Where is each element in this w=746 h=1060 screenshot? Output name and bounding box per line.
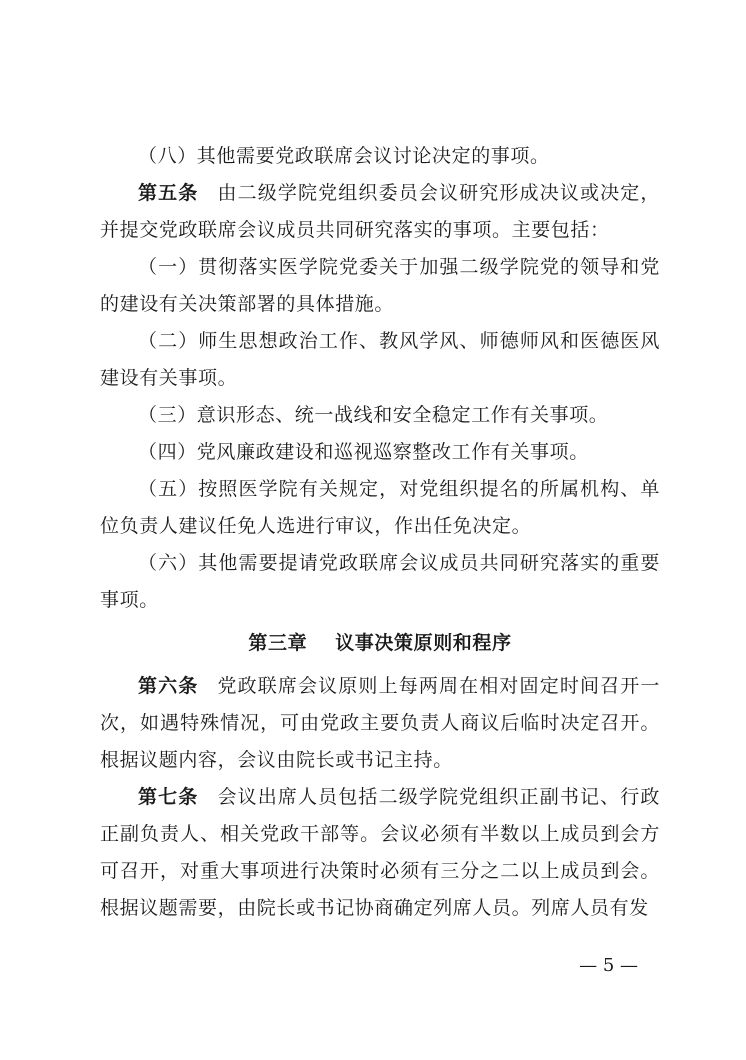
chapter-title: 议事决策原则和程序 <box>335 632 512 654</box>
paragraph-text: （八）其他需要党政联席会议讨论决定的事项。 <box>138 145 550 167</box>
chapter-number: 第三章 <box>248 632 308 654</box>
article-6 <box>100 668 660 779</box>
paragraph-text: （四）党风廉政建设和巡视巡察整改工作有关事项。 <box>138 441 589 463</box>
paragraph-text: （六）其他需要提请党政联席会议成员共同研究落实的重要事项。 <box>100 552 660 611</box>
page-number: — 5 — <box>579 955 638 976</box>
paragraph-text: （五）按照医学院有关规定，对党组织提名的所属机构、单位负责人建议任免人选进行审议，作出任免决定。 <box>100 478 660 537</box>
paragraph-item-6 <box>100 545 660 619</box>
article-7 <box>100 779 660 927</box>
article-5 <box>100 175 660 249</box>
article-heading: 第五条 <box>138 182 199 204</box>
paragraph-text: （三）意识形态、统一战线和安全稳定工作有关事项。 <box>138 404 609 426</box>
paragraph-item-1 <box>100 249 660 323</box>
paragraph-text: （一）贯彻落实医学院党委关于加强二级学院党的领导和党的建设有关决策部署的具体措施。 <box>100 256 660 315</box>
chapter-heading <box>100 625 660 662</box>
paragraph-text: 由二级学院党组织委员会议研究形成决议或决定，并提交党政联席会议成员共同研究落实的事项。主要包括： <box>100 182 660 241</box>
article-heading: 第六条 <box>138 675 199 697</box>
paragraph-item-4 <box>100 434 660 471</box>
article-heading: 第七条 <box>138 786 199 808</box>
paragraph-text: 会议出席人员包括二级学院党组织正副书记、行政正副负责人、相关党政干部等。会议必须有半数以上成员到会方可召开，对重大事项进行决策时必须有三分之二以上成员到会。根据议题需要，由院长或书记协商确定列席人员。列席人员有发 <box>100 786 660 919</box>
paragraph-item-8 <box>100 138 660 175</box>
paragraph-text: 党政联席会议原则上每两周在相对固定时间召开一次，如遇特殊情况，可由党政主要负责人商议后临时决定召开。根据议题内容，会议由院长或书记主持。 <box>100 675 660 771</box>
paragraph-item-3 <box>100 397 660 434</box>
paragraph-item-5 <box>100 471 660 545</box>
document-body <box>100 138 660 927</box>
paragraph-item-2 <box>100 323 660 397</box>
paragraph-text: （二）师生思想政治工作、教风学风、师德师风和医德医风建设有关事项。 <box>100 330 660 389</box>
